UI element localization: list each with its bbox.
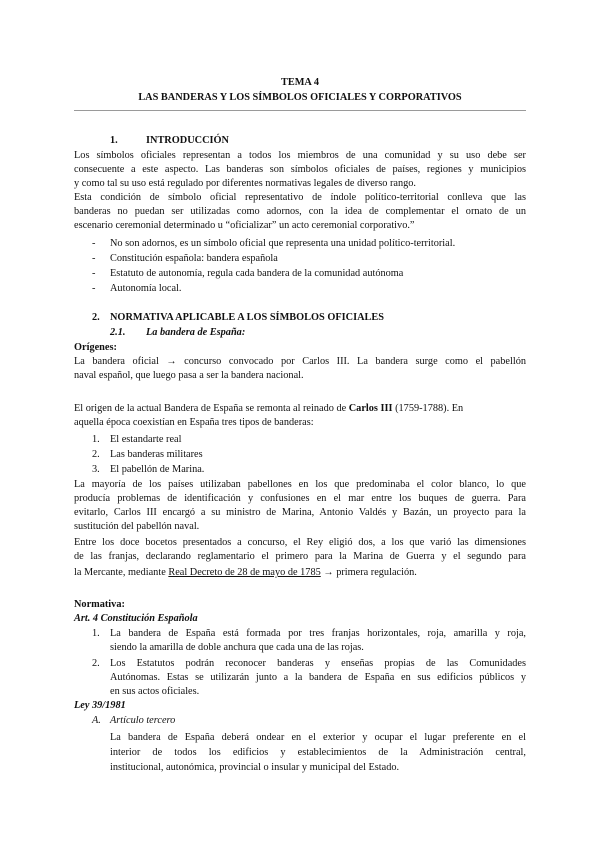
article-line: La bandera de España deberá ondear en el exterior y ocupar el lugar preferente en el (110, 732, 526, 743)
bullet-dash: - (92, 238, 96, 249)
section-1-heading: INTRODUCCIÓN (146, 135, 229, 146)
section-2-number: 2. (92, 312, 100, 323)
bullet-dash: - (92, 283, 96, 294)
origenes-line: naval español, que luego pasa a ser la bandera nacional. (74, 370, 304, 381)
flag-type: El estandarte real (110, 434, 182, 445)
origin-king: Carlos III (348, 403, 393, 414)
document-subtitle: LAS BANDERAS Y LOS SÍMBOLOS OFICIALES Y CORPORATIVOS (138, 92, 462, 103)
document-title: TEMA 4 (280, 77, 320, 88)
origin-line (74, 402, 526, 415)
paragraph-line: La mayoría de los países utilizaban pabellones en los que predominaba el color blanco, lo que (74, 479, 526, 490)
subsection-number: 2.1. (110, 327, 126, 338)
list-number: 1. (92, 628, 100, 639)
origin-line: aquella época coexistían en España tres tipos de banderas: (74, 417, 314, 428)
paragraph-line: producía problemas de identificación y confusiones en el mar entre los buques de guerra. Para (74, 493, 526, 504)
ley-label: Ley 39/1981 (74, 700, 126, 711)
art4-item-line: La bandera de España está formada por tres franjas horizontales, roja, amarilla y roja, (110, 628, 526, 639)
art4-item-line: siendo la amarilla de doble anchura que cada una de las rojas. (110, 642, 364, 653)
intro-bullet: Autonomía local. (110, 283, 182, 294)
paragraph-line (74, 566, 417, 579)
list-number: 2. (92, 658, 100, 669)
decree-link: Real Decreto de 28 de mayo de 1785 (168, 567, 321, 578)
intro-line: y como tal su uso está regulado por diferentes normativas legales de diverso rango. (74, 178, 416, 189)
bullet-dash: - (92, 253, 96, 264)
section-1-number: 1. (110, 135, 118, 146)
intro-line: Los símbolos oficiales representan a todos los miembros de una comunidad y su uso debe ser (74, 150, 526, 161)
paragraph-line: sustitución del pabellón naval. (74, 521, 200, 532)
subsection-heading: La bandera de España: (146, 327, 246, 338)
intro-bullet: No son adornos, es un símbolo oficial que representa una unidad político-territorial. (110, 238, 456, 249)
list-number: 1. (92, 434, 100, 445)
intro-line: consecuente a este aspecto. Las banderas son símbolos oficiales de países, regiones y municipios (74, 164, 526, 175)
article-label: Artículo tercero (110, 715, 176, 726)
art4-item-line: Autónomas. Estas se utilizarán junto a la bandera de España en sus edificios públicos y (110, 672, 526, 683)
paragraph-line: Entre los doce bocetos presentados a concurso, el Rey eligió dos, a los que varió las dimensiones (74, 537, 526, 548)
paragraph-line: de las franjas, declarando reglamentario el primero para la Marina de Guerra y el segundo para (74, 551, 526, 562)
section-2-heading: NORMATIVA APLICABLE A LOS SÍMBOLOS OFICIALES (110, 312, 384, 323)
bullet-dash: - (92, 268, 96, 279)
art4-item-line: Los Estatutos podrán reconocer banderas y enseñas propias de las Comunidades (110, 658, 526, 669)
origin-text: El origen de la actual Bandera de España se remonta al reinado de (74, 403, 349, 414)
flag-type: Las banderas militares (110, 449, 203, 460)
flag-type: El pabellón de Marina. (110, 464, 205, 475)
title-divider (74, 110, 526, 111)
origenes-line: La bandera oficial → concurso convocado por Carlos III. La bandera surge como el pabellón (74, 356, 526, 367)
intro-line: Esta condición de símbolo oficial representativo de índole político-territorial conlleva que las (74, 192, 526, 203)
list-number: 3. (92, 464, 100, 475)
intro-bullet: Estatuto de autonomía, regula cada bandera de la comunidad autónoma (110, 268, 404, 279)
origenes-label: Orígenes: (74, 342, 117, 353)
list-number: 2. (92, 449, 100, 460)
article-line: institucional, autonómica, provincial o insular y municipal del Estado. (110, 762, 400, 773)
art4-item-line: en sus actos oficiales. (110, 686, 200, 697)
intro-line: banderas no puedan ser utilizadas como adornos, con la idea de complementar el ornato de un (74, 206, 526, 217)
normativa-label: Normativa: (74, 599, 125, 610)
decree-suffix: → primera regulación. (320, 567, 417, 578)
intro-bullet: Constitución española: bandera española (110, 253, 278, 264)
article-letter: A. (92, 715, 101, 726)
paragraph-line: evitarlo, Carlos III encargó a su ministro de Marina, Antonio Valdés y Bazán, un proyecto para la (74, 507, 526, 518)
decree-prefix: la Mercante, mediante (74, 567, 169, 578)
art4-label: Art. 4 Constitución Española (74, 613, 198, 624)
origin-years: (1759-1788). En (392, 403, 464, 414)
article-line: interior de todos los edificios y establecimientos de la Administración central, (110, 747, 526, 758)
intro-line: escenario ceremonial determinado u “oficializar” un acto ceremonial corporativo.” (74, 220, 415, 231)
